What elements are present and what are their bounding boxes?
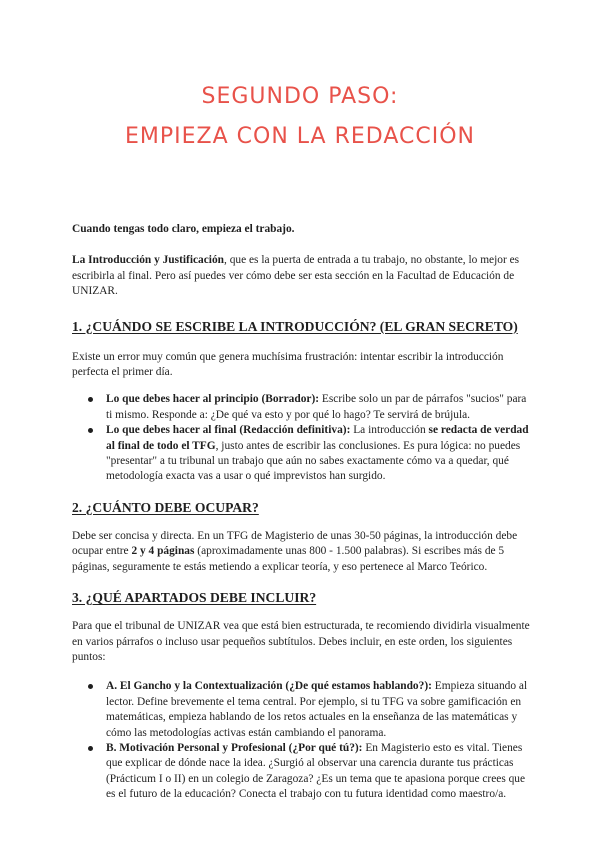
- section2-paragraph: [72, 529, 530, 575]
- section3-heading: 3. ¿QUÉ APARTADOS DEBE INCLUIR?: [72, 590, 317, 606]
- bullet-icon: [88, 746, 93, 751]
- list-item-bold-inline: se redacta de verdad al final de todo el TFG: [106, 424, 529, 452]
- list-item-bold: A. El Gancho y la Contextualización (¿De qué estamos hablando?):: [106, 680, 432, 693]
- list-item: [106, 741, 530, 803]
- intro-sentence: Cuando tengas todo claro, empieza el trabajo.: [72, 223, 295, 235]
- page-title-step: SEGUNDO PASO:: [201, 84, 399, 109]
- list-item-text: La introducción: [350, 424, 429, 437]
- list-item-text-rest: , justo antes de escribir las conclusiones. Es pura lógica: no puedes "presentar" a tu tribunal un trabajo que aún no sabes exactamente cómo va a quedar, qué metodología exacta vas a usar o qué imprevistos han surgido.: [106, 439, 521, 483]
- page-title-subtitle: EMPIEZA CON LA REDACCIÓN: [125, 124, 475, 149]
- list-item: [106, 392, 530, 423]
- list-item-text: En Magisterio esto es vital. Tienes que explicar de dónde nace la idea. ¿Surgió al observar una carencia durante tus prácticas (Prácticum I o II) en un colegio de Zaragoza? ¿Es un tema que te apasiona porque crees que es el futuro de la educación? Conecta el trabajo con tu futura identidad como maestro/a.: [106, 741, 526, 801]
- section3-list: [72, 679, 530, 802]
- section2-text-a: Debe ser concisa y directa. En un TFG de Magisterio de unas 30-50 páginas, la introducción debe ocupar entre: [72, 529, 518, 558]
- document-body: [72, 222, 530, 803]
- justification-bold: La Introducción y Justificación: [72, 254, 224, 267]
- bullet-icon: [88, 684, 93, 689]
- section3-paragraph: Para que el tribunal de UNIZAR vea que está bien estructurada, te recomiendo dividirla visualmente en varios párrafos o incluso usar pequeños subtítulos. Debes incluir, en este orden, los siguientes puntos:: [72, 620, 530, 663]
- bullet-icon: [88, 428, 93, 433]
- list-item-text: Escribe solo un par de párrafos "sucios" para ti mismo. Responde a: ¿De qué va esto y por qué lo hago? Te servirá de brújula.: [106, 393, 527, 421]
- section1-heading: 1. ¿CUÁNDO SE ESCRIBE LA INTRODUCCIÓN? (EL GRAN SECRETO): [72, 318, 518, 334]
- section2-text-b: (aproximadamente unas 800 - 1.500 palabras). Si escribes más de 5 páginas, seguramente te estás metiendo a explicar teoría, y eso pertenece al Marco Teórico.: [72, 545, 505, 573]
- list-item-bold: B. Motivación Personal y Profesional (¿Por qué tú?):: [106, 741, 363, 754]
- section1-paragraph: Existe un error muy común que genera muchísima frustración: intentar escribir la introducción perfecta el primer día.: [72, 350, 504, 379]
- section1-list: [72, 392, 530, 484]
- list-item-text: Empieza situando al lector. Define brevemente el tema central. Por ejemplo, si tu TFG va sobre gamificación en matemáticas, empieza hablando de los retos actuales en la enseñanza de las matemáticas y cómo las metodologías activas están cambiando el panorama.: [106, 680, 528, 739]
- section2-heading: 2. ¿CUÁNTO DEBE OCUPAR?: [72, 499, 259, 515]
- list-item-bold: Lo que debes hacer al principio (Borrador):: [106, 393, 320, 406]
- section2-bold: 2 y 4 páginas: [131, 545, 195, 558]
- list-item-bold: Lo que debes hacer al final (Redacción definitiva):: [106, 424, 351, 437]
- bullet-icon: [88, 397, 93, 402]
- justification-text: , que es la puerta de entrada a tu trabajo, no obstante, lo mejor es escribirla al final. Pero así puedes ver cómo debe ser esta sección en la Facultad de Educación de UNIZAR.: [72, 254, 520, 298]
- justification-paragraph: [72, 253, 530, 299]
- list-item: [106, 679, 530, 741]
- list-item: [106, 423, 530, 485]
